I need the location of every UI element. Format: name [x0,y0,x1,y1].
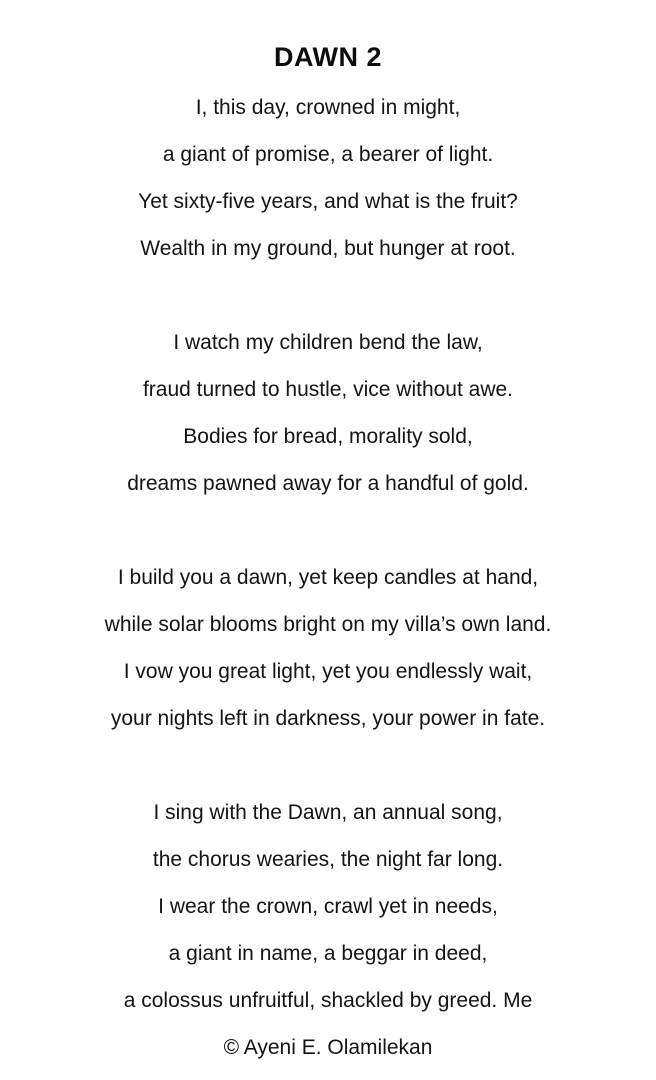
poem-line: a giant in name, a beggar in deed, [168,942,488,965]
poem-line: while solar blooms bright on my villa’s own land. [104,613,552,636]
poem-line: I sing with the Dawn, an annual song, [153,801,503,824]
stanza-4 [0,789,656,1024]
poem-title: DAWN 2 [273,42,382,72]
poem-line: Yet sixty-five years, and what is the fruit? [138,190,518,213]
poem-line: Wealth in my ground, but hunger at root. [140,237,516,260]
stanza-3 [0,554,656,742]
poem-line: your nights left in darkness, your power in fate. [110,707,546,730]
poem-line: I wear the crown, crawl yet in needs, [158,895,498,918]
poem-line: dreams pawned away for a handful of gold. [127,472,529,495]
poem-line: fraud turned to hustle, vice without awe. [142,378,514,401]
poem-line: I, this day, crowned in might, [195,96,461,119]
poem-line: I watch my children bend the law, [173,331,483,354]
poem-line: I build you a dawn, yet keep candles at hand, [117,566,539,589]
poem-line: the chorus wearies, the night far long. [152,848,504,871]
poem-attribution: © Ayeni E. Olamilekan [223,1036,433,1059]
stanza-1 [0,84,656,272]
poem-line: a colossus unfruitful, shackled by greed. Me [123,989,533,1012]
stanza-2 [0,319,656,507]
poem-line: I vow you great light, yet you endlessly wait, [123,660,533,683]
poem-line: a giant of promise, a bearer of light. [162,143,494,166]
poem-line: Bodies for bread, morality sold, [183,425,473,448]
